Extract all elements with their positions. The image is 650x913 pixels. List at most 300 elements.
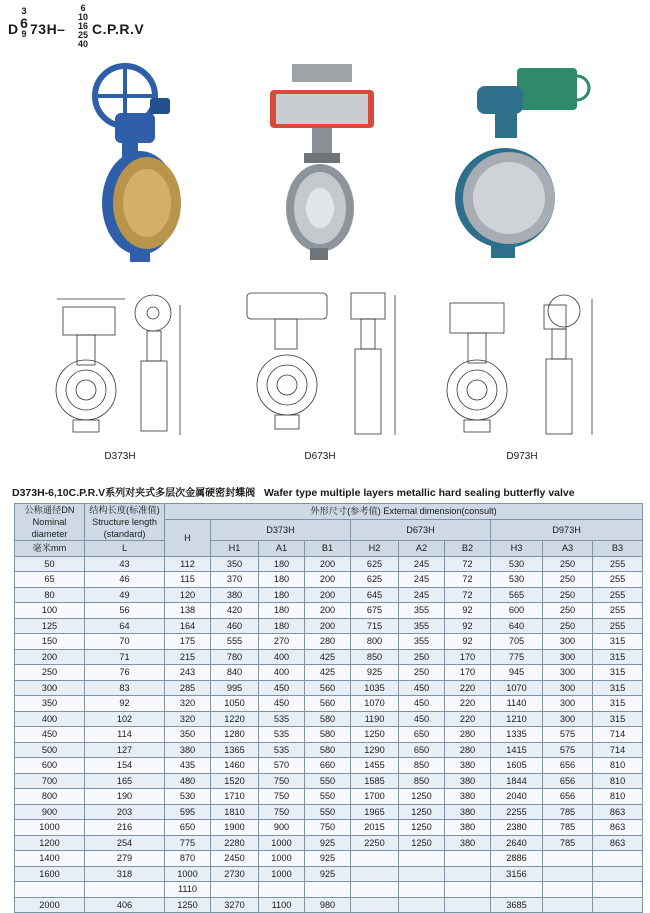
table-cell: 92 xyxy=(445,634,491,650)
table-cell xyxy=(305,882,351,898)
table-cell: 72 xyxy=(445,587,491,603)
table-cell: 255 xyxy=(593,618,643,634)
sub-header: H3 xyxy=(491,541,543,557)
table-cell: 850 xyxy=(399,773,445,789)
sub-header: B1 xyxy=(305,541,351,557)
table-cell: 1844 xyxy=(491,773,543,789)
table-cell: 450 xyxy=(259,680,305,696)
table-cell: 3270 xyxy=(211,897,259,913)
table-cell: 530 xyxy=(491,556,543,572)
table-cell: 1250 xyxy=(351,727,399,743)
table-cell: 810 xyxy=(593,789,643,805)
table-cell: 380 xyxy=(445,820,491,836)
table-cell: 1000 xyxy=(259,851,305,867)
table-cell xyxy=(351,866,399,882)
unit-header: 毫米mm xyxy=(15,541,85,557)
table-cell: 800 xyxy=(15,789,85,805)
title-en: Wafer type multiple layers metallic hard sealing butterfly valve xyxy=(263,487,575,499)
table-row xyxy=(15,773,643,789)
table-cell: 254 xyxy=(85,835,165,851)
table-cell: 1710 xyxy=(211,789,259,805)
table-cell: 714 xyxy=(593,727,643,743)
table-cell xyxy=(399,866,445,882)
table-row xyxy=(15,897,643,913)
table-cell: 565 xyxy=(491,587,543,603)
table-cell: 1400 xyxy=(15,851,85,867)
sub-header: H2 xyxy=(351,541,399,557)
sub-header: B2 xyxy=(445,541,491,557)
table-cell xyxy=(85,882,165,898)
table-cell: 3685 xyxy=(491,897,543,913)
table-cell: 270 xyxy=(259,634,305,650)
table-cell: 355 xyxy=(399,618,445,634)
table-cell: 280 xyxy=(445,742,491,758)
table-cell: 575 xyxy=(543,727,593,743)
table-cell: 80 xyxy=(15,587,85,603)
table-cell: 1210 xyxy=(491,711,543,727)
table-cell: 380 xyxy=(445,773,491,789)
table-cell: 1520 xyxy=(211,773,259,789)
table-cell: 645 xyxy=(351,587,399,603)
dn-header: 公称通径DN Nominal diameter xyxy=(15,504,85,541)
table-cell: 300 xyxy=(543,649,593,665)
table-cell: 380 xyxy=(211,587,259,603)
table-cell: 355 xyxy=(399,603,445,619)
table-cell: 560 xyxy=(305,696,351,712)
table-cell: 800 xyxy=(351,634,399,650)
table-cell: 400 xyxy=(259,665,305,681)
table-cell xyxy=(351,897,399,913)
table-cell: 775 xyxy=(165,835,211,851)
table-row xyxy=(15,696,643,712)
l-subheader: L xyxy=(85,541,165,557)
table-cell: 220 xyxy=(445,680,491,696)
group-header: D673H xyxy=(351,519,491,541)
table-cell: 255 xyxy=(593,556,643,572)
table-cell: 1220 xyxy=(211,711,259,727)
table-cell: 280 xyxy=(445,727,491,743)
table-cell: 580 xyxy=(305,711,351,727)
table-cell: 200 xyxy=(305,572,351,588)
table-row xyxy=(15,634,643,650)
table-cell: 200 xyxy=(305,556,351,572)
table-cell: 280 xyxy=(305,634,351,650)
d373h-side-drawing xyxy=(125,285,195,455)
table-cell: 530 xyxy=(165,789,211,805)
table-cell xyxy=(445,851,491,867)
table-cell: 180 xyxy=(259,587,305,603)
table-cell: 555 xyxy=(211,634,259,650)
sub-header: H1 xyxy=(211,541,259,557)
table-cell: 570 xyxy=(259,758,305,774)
table-cell: 2730 xyxy=(211,866,259,882)
table-cell: 945 xyxy=(491,665,543,681)
table-cell: 180 xyxy=(259,556,305,572)
table-cell: 115 xyxy=(165,572,211,588)
table-cell: 102 xyxy=(85,711,165,727)
table-cell xyxy=(211,882,259,898)
table-cell: 150 xyxy=(15,634,85,650)
table-cell: 180 xyxy=(259,572,305,588)
table-cell: 675 xyxy=(351,603,399,619)
table-cell: 200 xyxy=(305,603,351,619)
table-cell: 406 xyxy=(85,897,165,913)
table-row xyxy=(15,789,643,805)
section-title xyxy=(12,484,642,499)
table-cell: 43 xyxy=(85,556,165,572)
table-cell: 50 xyxy=(15,556,85,572)
table-cell: 72 xyxy=(445,572,491,588)
table-cell: 560 xyxy=(305,680,351,696)
table-cell: 46 xyxy=(85,572,165,588)
table-cell: 200 xyxy=(305,587,351,603)
table-cell: 450 xyxy=(399,696,445,712)
table-cell: 450 xyxy=(399,711,445,727)
table-cell: 250 xyxy=(399,665,445,681)
table-cell: 165 xyxy=(85,773,165,789)
table-cell: 600 xyxy=(491,603,543,619)
table-cell: 164 xyxy=(165,618,211,634)
table-row xyxy=(15,711,643,727)
table-cell xyxy=(351,882,399,898)
table-cell: 810 xyxy=(593,758,643,774)
table-cell: 250 xyxy=(543,572,593,588)
table-cell: 250 xyxy=(15,665,85,681)
table-cell: 370 xyxy=(211,572,259,588)
table-cell: 49 xyxy=(85,587,165,603)
table-cell: 450 xyxy=(259,696,305,712)
table-row xyxy=(15,649,643,665)
table-cell: 220 xyxy=(445,711,491,727)
table-cell: 995 xyxy=(211,680,259,696)
table-body xyxy=(15,556,643,913)
table-cell xyxy=(399,882,445,898)
table-row xyxy=(15,727,643,743)
dimension-table xyxy=(14,503,643,913)
table-cell: 1250 xyxy=(399,835,445,851)
table-cell: 1035 xyxy=(351,680,399,696)
table-cell: 863 xyxy=(593,804,643,820)
table-cell: 300 xyxy=(543,696,593,712)
table-cell: 785 xyxy=(543,820,593,836)
table-cell: 700 xyxy=(15,773,85,789)
table-cell: 200 xyxy=(305,618,351,634)
d673h-side-drawing xyxy=(343,285,403,455)
table-cell: 435 xyxy=(165,758,211,774)
table-cell: 1200 xyxy=(15,835,85,851)
table-cell: 1365 xyxy=(211,742,259,758)
table-cell: 315 xyxy=(593,711,643,727)
table-cell: 315 xyxy=(593,680,643,696)
table-cell: 243 xyxy=(165,665,211,681)
table-cell: 350 xyxy=(165,727,211,743)
table-cell: 660 xyxy=(305,758,351,774)
table-cell: 650 xyxy=(165,820,211,836)
table-cell: 127 xyxy=(85,742,165,758)
table-cell: 71 xyxy=(85,649,165,665)
table-cell: 1335 xyxy=(491,727,543,743)
table-cell xyxy=(593,851,643,867)
table-cell: 175 xyxy=(165,634,211,650)
length-header: 结构长度(标准值) Structure length (standard) xyxy=(85,504,165,541)
table-cell xyxy=(445,897,491,913)
table-cell xyxy=(543,851,593,867)
table-cell: 550 xyxy=(305,789,351,805)
table-cell: 1000 xyxy=(15,820,85,836)
model-mid: 73H– xyxy=(30,21,66,37)
worm-gear-valve-photo xyxy=(80,58,220,268)
table-row xyxy=(15,587,643,603)
table-cell xyxy=(543,866,593,882)
table-cell: 850 xyxy=(399,758,445,774)
table-cell: 170 xyxy=(445,665,491,681)
table-cell xyxy=(15,882,85,898)
title-model: D373H-6,10C.P.R.V xyxy=(12,487,106,499)
table-cell: 255 xyxy=(593,587,643,603)
table-cell: 420 xyxy=(211,603,259,619)
table-row xyxy=(15,665,643,681)
h-header: H xyxy=(165,519,211,556)
table-cell: 255 xyxy=(593,572,643,588)
table-cell xyxy=(259,882,305,898)
table-cell: 600 xyxy=(15,758,85,774)
table-cell: 1460 xyxy=(211,758,259,774)
table-cell: 300 xyxy=(543,711,593,727)
table-cell xyxy=(399,851,445,867)
table-row xyxy=(15,866,643,882)
table-cell: 750 xyxy=(305,820,351,836)
table-cell xyxy=(543,897,593,913)
table-cell: 83 xyxy=(85,680,165,696)
table-cell: 1585 xyxy=(351,773,399,789)
table-cell: 1250 xyxy=(399,804,445,820)
table-cell xyxy=(593,897,643,913)
table-cell: 640 xyxy=(491,618,543,634)
table-cell: 203 xyxy=(85,804,165,820)
table-row xyxy=(15,618,643,634)
table-cell xyxy=(543,882,593,898)
table-cell: 900 xyxy=(259,820,305,836)
table-cell: 1965 xyxy=(351,804,399,820)
table-cell: 780 xyxy=(211,649,259,665)
table-cell: 550 xyxy=(305,804,351,820)
table-row xyxy=(15,556,643,572)
table-cell: 64 xyxy=(85,618,165,634)
table-cell: 750 xyxy=(259,789,305,805)
table-cell: 1000 xyxy=(259,866,305,882)
table-cell: 1070 xyxy=(491,680,543,696)
table-cell: 250 xyxy=(543,603,593,619)
table-cell: 1000 xyxy=(165,866,211,882)
table-cell: 425 xyxy=(305,649,351,665)
table-cell: 245 xyxy=(399,556,445,572)
table-cell: 300 xyxy=(543,680,593,696)
table-cell: 650 xyxy=(399,742,445,758)
table-cell: 900 xyxy=(15,804,85,820)
table-cell: 656 xyxy=(543,789,593,805)
pressure-code-stack: 6 10 16 25 40 xyxy=(77,3,88,49)
table-cell: 56 xyxy=(85,603,165,619)
table-cell: 92 xyxy=(445,618,491,634)
table-cell: 315 xyxy=(593,634,643,650)
table-cell: 300 xyxy=(15,680,85,696)
sub-header: A1 xyxy=(259,541,305,557)
title-cn: 系列对夹式多层次金属硬密封蝶阀 xyxy=(105,488,256,499)
table-cell: 92 xyxy=(85,696,165,712)
group-header: D973H xyxy=(491,519,643,541)
table-cell: 65 xyxy=(15,572,85,588)
table-cell: 714 xyxy=(593,742,643,758)
table-cell: 1110 xyxy=(165,882,211,898)
table-cell: 170 xyxy=(445,649,491,665)
table-cell: 1140 xyxy=(491,696,543,712)
table-cell: 180 xyxy=(259,618,305,634)
table-cell: 300 xyxy=(543,665,593,681)
table-cell: 380 xyxy=(445,758,491,774)
d673h-front-drawing xyxy=(245,285,345,455)
table-cell: 125 xyxy=(15,618,85,634)
table-cell: 1250 xyxy=(399,820,445,836)
table-cell xyxy=(445,882,491,898)
table-cell: 1900 xyxy=(211,820,259,836)
table-cell: 72 xyxy=(445,556,491,572)
table-cell: 1600 xyxy=(15,866,85,882)
table-cell: 285 xyxy=(165,680,211,696)
table-cell: 450 xyxy=(399,680,445,696)
table-cell xyxy=(491,882,543,898)
table-cell: 2040 xyxy=(491,789,543,805)
table-cell: 1190 xyxy=(351,711,399,727)
table-cell: 980 xyxy=(305,897,351,913)
table-row xyxy=(15,820,643,836)
table-cell: 1070 xyxy=(351,696,399,712)
group-header: D373H xyxy=(211,519,351,541)
table-cell: 535 xyxy=(259,742,305,758)
table-cell: 870 xyxy=(165,851,211,867)
d973h-front-drawing xyxy=(440,285,540,455)
table-cell: 315 xyxy=(593,649,643,665)
table-cell: 355 xyxy=(399,634,445,650)
table-cell: 92 xyxy=(445,603,491,619)
table-cell: 114 xyxy=(85,727,165,743)
table-cell: 925 xyxy=(305,851,351,867)
drawing-caption: D673H xyxy=(304,451,336,462)
table-cell: 925 xyxy=(351,665,399,681)
sub-header: A2 xyxy=(399,541,445,557)
table-cell: 120 xyxy=(165,587,211,603)
table-cell: 535 xyxy=(259,711,305,727)
table-cell: 785 xyxy=(543,835,593,851)
table-cell: 3156 xyxy=(491,866,543,882)
table-cell: 112 xyxy=(165,556,211,572)
table-cell: 190 xyxy=(85,789,165,805)
table-cell: 840 xyxy=(211,665,259,681)
table-row xyxy=(15,758,643,774)
table-cell: 2015 xyxy=(351,820,399,836)
model-prefix: D xyxy=(8,21,19,37)
table-cell: 2280 xyxy=(211,835,259,851)
table-cell: 595 xyxy=(165,804,211,820)
table-cell: 380 xyxy=(165,742,211,758)
table-cell: 1050 xyxy=(211,696,259,712)
table-cell: 2886 xyxy=(491,851,543,867)
table-cell: 250 xyxy=(543,587,593,603)
table-cell: 1605 xyxy=(491,758,543,774)
table-row xyxy=(15,603,643,619)
table-cell: 315 xyxy=(593,696,643,712)
table-cell: 650 xyxy=(399,727,445,743)
table-row xyxy=(15,882,643,898)
drive-code-stack: 3 6 9 xyxy=(20,6,28,39)
table-cell: 250 xyxy=(399,649,445,665)
table-cell: 656 xyxy=(543,773,593,789)
table-cell: 245 xyxy=(399,587,445,603)
table-cell xyxy=(351,851,399,867)
table-cell: 2450 xyxy=(211,851,259,867)
table-cell: 215 xyxy=(165,649,211,665)
table-cell: 400 xyxy=(15,711,85,727)
sub-header: A3 xyxy=(543,541,593,557)
table-cell: 775 xyxy=(491,649,543,665)
table-cell: 705 xyxy=(491,634,543,650)
table-cell: 580 xyxy=(305,742,351,758)
table-row xyxy=(15,572,643,588)
d973h-side-drawing xyxy=(530,285,605,455)
table-cell: 550 xyxy=(305,773,351,789)
table-cell: 656 xyxy=(543,758,593,774)
table-cell: 750 xyxy=(259,804,305,820)
table-row xyxy=(15,680,643,696)
table-cell: 154 xyxy=(85,758,165,774)
table-cell: 279 xyxy=(85,851,165,867)
table-cell: 863 xyxy=(593,835,643,851)
drawing-caption: D373H xyxy=(104,451,136,462)
table-cell: 625 xyxy=(351,556,399,572)
table-cell: 1000 xyxy=(259,835,305,851)
table-cell: 180 xyxy=(259,603,305,619)
table-row xyxy=(15,804,643,820)
table-cell: 535 xyxy=(259,727,305,743)
table-cell: 1810 xyxy=(211,804,259,820)
table-cell: 1700 xyxy=(351,789,399,805)
table-cell: 350 xyxy=(211,556,259,572)
table-cell: 100 xyxy=(15,603,85,619)
model-suffix: C.P.R.V xyxy=(92,21,145,37)
table-cell: 2000 xyxy=(15,897,85,913)
table-cell: 200 xyxy=(15,649,85,665)
table-cell: 575 xyxy=(543,742,593,758)
model-code-header xyxy=(8,4,208,48)
table-cell: 400 xyxy=(259,649,305,665)
table-cell: 216 xyxy=(85,820,165,836)
table-cell xyxy=(399,897,445,913)
table-cell: 425 xyxy=(305,665,351,681)
table-cell: 450 xyxy=(15,727,85,743)
table-cell: 750 xyxy=(259,773,305,789)
table-cell: 2640 xyxy=(491,835,543,851)
table-cell: 245 xyxy=(399,572,445,588)
table-cell: 350 xyxy=(15,696,85,712)
table-cell: 2250 xyxy=(351,835,399,851)
table-cell xyxy=(593,866,643,882)
table-cell: 850 xyxy=(351,649,399,665)
pneumatic-valve-photo xyxy=(262,58,402,268)
table-cell: 220 xyxy=(445,696,491,712)
table-cell: 1250 xyxy=(399,789,445,805)
table-cell: 2380 xyxy=(491,820,543,836)
table-cell: 318 xyxy=(85,866,165,882)
table-cell: 863 xyxy=(593,820,643,836)
